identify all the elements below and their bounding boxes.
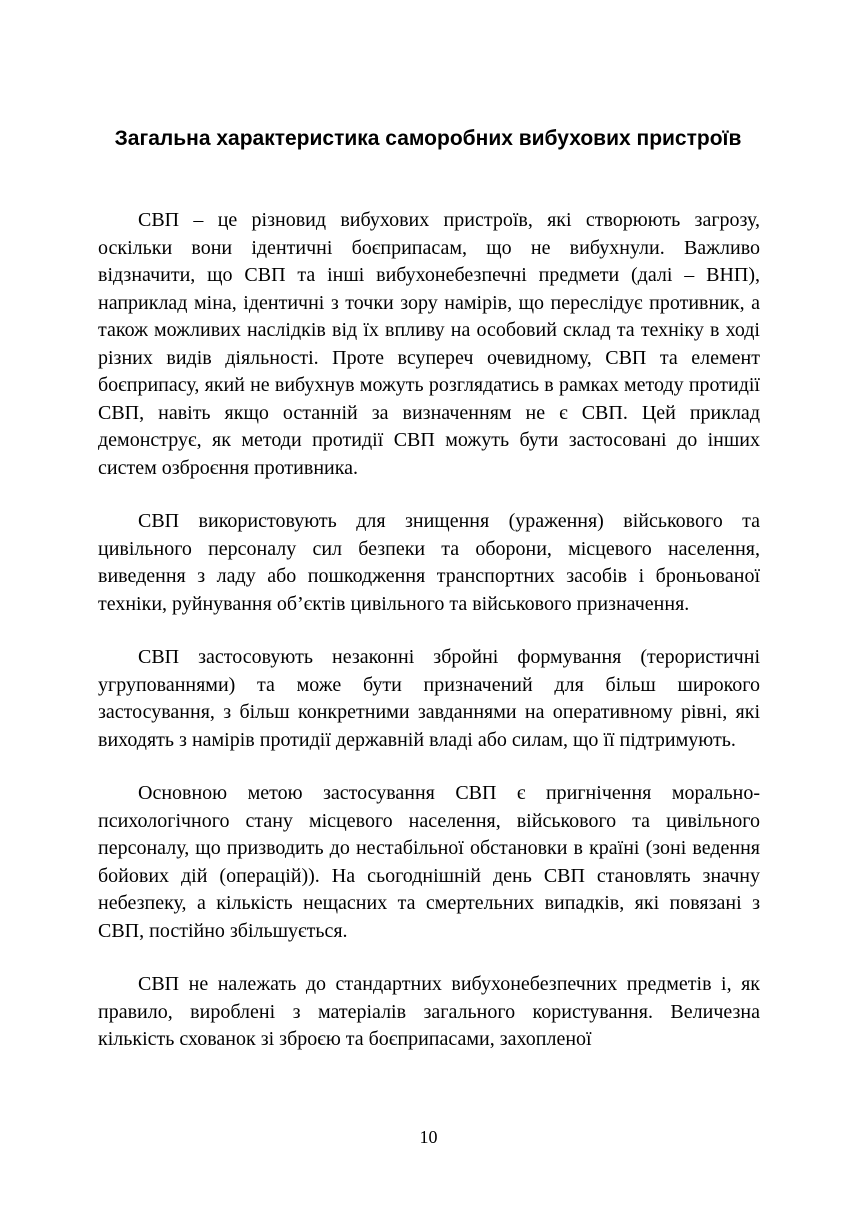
page-number: 10 xyxy=(419,1127,438,1147)
paragraph: СВП – це різновид вибухових пристроїв, які створюють загрозу, оскільки вони ідентичні боєприпасам, що не вибухнули. Важливо відзначити, що СВП та інші вибухонебезпечні предмети (далі – ВНП), наприклад міна, ідентичні з точки зору намірів, що переслідує противник, а також можливих наслідків від їх впливу на особовий склад та техніку в ході різних видів діяльності. Проте всупереч очевидному, СВП та елемент боєприпасу, який не вибухнув можуть розглядатись в рамках методу протидії СВП, навіть якщо останній за визначенням не є СВП. Цей приклад демонструє, як методи протидії СВП можуть бути застосовані до інших систем озброєння противника. xyxy=(98,209,760,479)
paragraph: СВП застосовують незаконні збройні формування (терористичні угрупованнями) та може бути призначений для більш широкого застосування, з більш конкретними завданнями на оперативному рівні, які виходять з намірів протидії державній владі або силам, що її підтримують. xyxy=(98,646,760,751)
section-title: Загальна характеристика саморобних вибухових пристроїв xyxy=(114,127,742,150)
paragraph: СВП не належать до стандартних вибухонебезпечних предметів і, як правило, вироблені з матеріалів загального користування. Величезна кількість схованок зі зброєю та боєприпасами, захопленої xyxy=(98,973,760,1050)
paragraph: Основною метою застосування СВП є пригнічення морально-психологічного стану місцевого населення, військового та цивільного персоналу, що призводить до нестабільної обстановки в країні (зоні ведення бойових дій (операцій)). На сьогоднішній день СВП становлять значну небезпеку, а кількість нещасних та смертельних випадків, які повязані з СВП, постійно збільшується. xyxy=(98,782,760,942)
body-text xyxy=(98,207,760,1080)
paragraph: СВП використовують для знищення (ураження) військового та цивільного персоналу сил безпеки та оборони, місцевого населення, виведення з ладу або пошкодження транспортних засобів і броньованої техніки, руйнування об’єктів цивільного та військового призначення. xyxy=(98,510,760,615)
